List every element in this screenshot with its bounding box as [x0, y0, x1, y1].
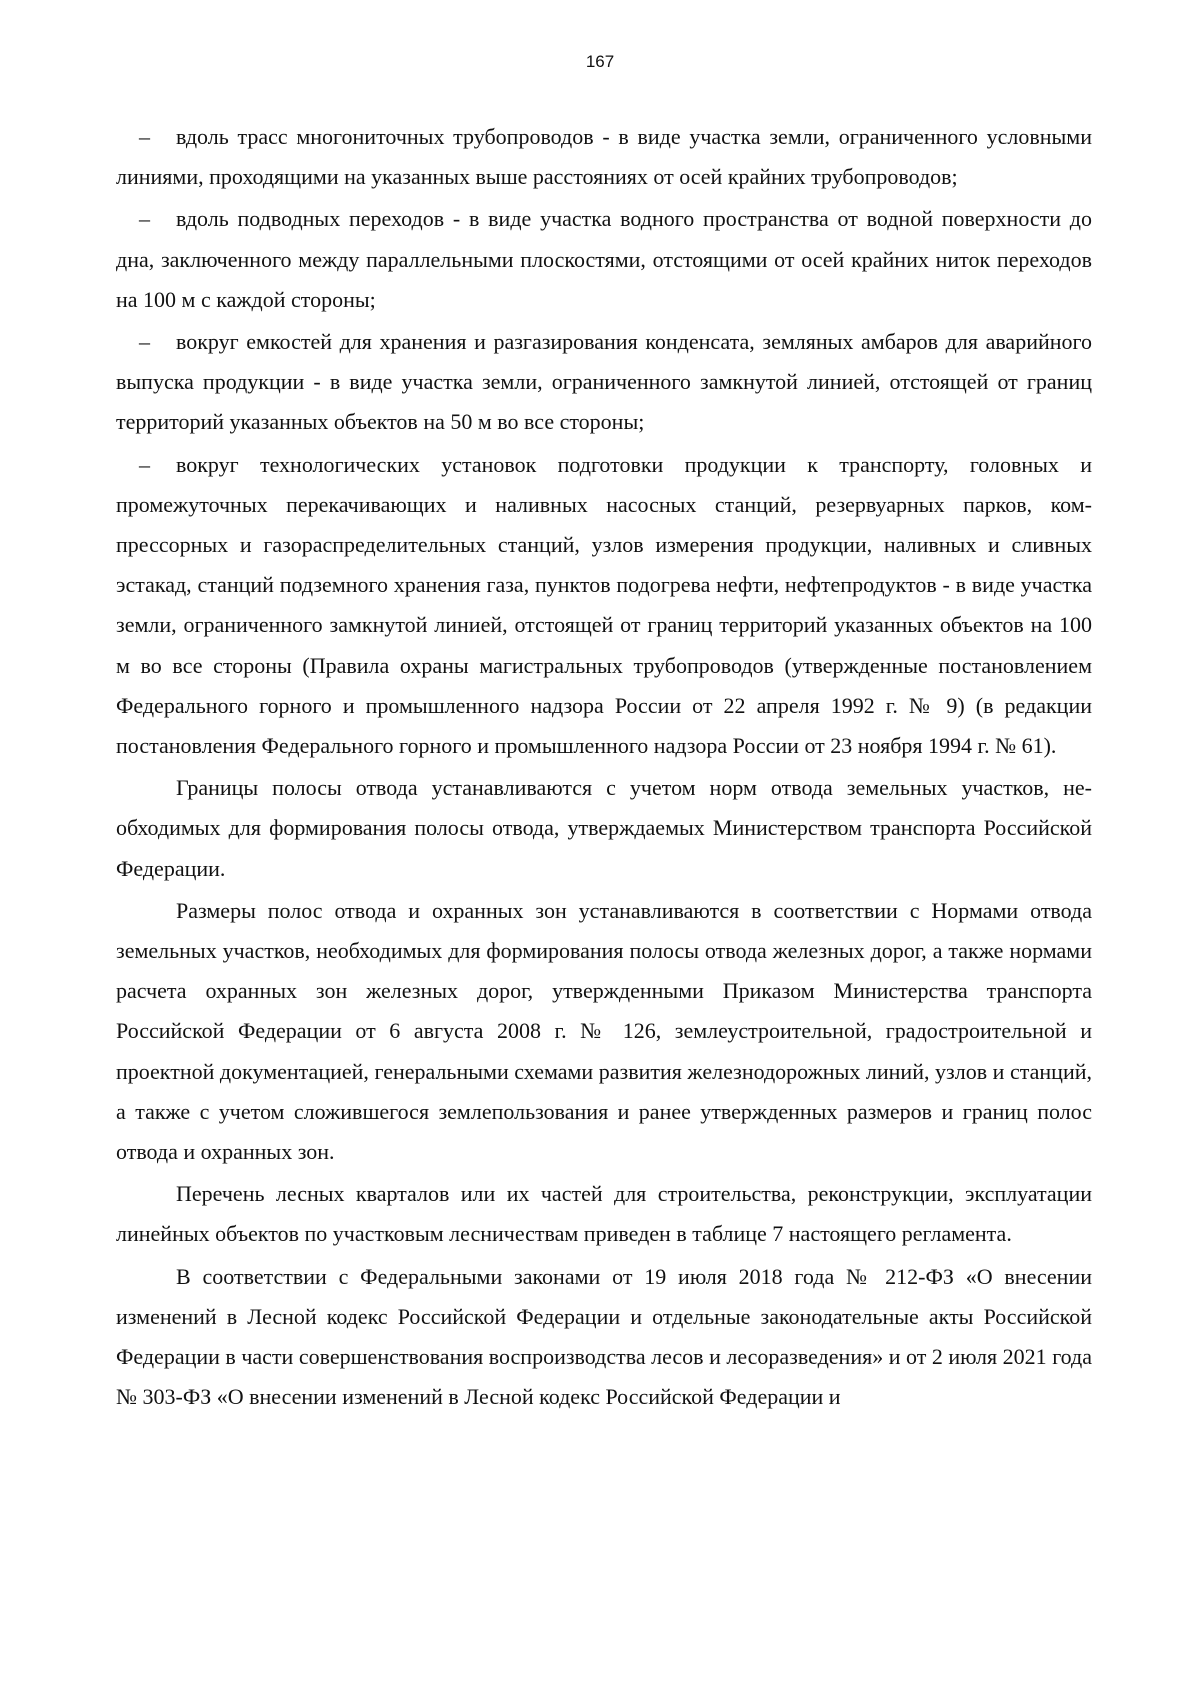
bullet-text: вокруг технологических установок подготовки продукции к транспорту, головных и промежуточных перекачивающих и наливных насосных станций, резервуарных парков, компрессорных и газораспределительных станций, узлов измерения продукции, наливных и сливных эстакад, станций подземного хранения газа, пунктов подогрева нефти, нефтепродуктов - в виде участка земли, ограниченного замкнутой линией, отстоящей от границ территорий указанных объектов на 100 м во все стороны (Правила охраны магистральных трубопроводов (утвержденные постановлением Федерального горного и промышленного надзора России от 22 апреля 1992 г. № 9) (в редакции постановления Федерального горного и промышленного надзора России от 23 ноября 1994 г. № 61).: [116, 451, 1092, 759]
bullet-item: [116, 199, 1092, 320]
bullet-item: [116, 117, 1092, 197]
page-number: 167: [585, 52, 615, 71]
bullet-text: вдоль трасс многониточных трубопроводов - в виде участка земли, ограниченного условными линиями, проходящими на указанных выше расстояниях от осей крайних трубопроводов;: [116, 124, 1092, 190]
paragraph-zone-sizes: Размеры полос отвода и охранных зон устанавливаются в соответствии с Нормами отвода земельных участков, необходимых для формирования полосы отвода железных дорог, а также нормами расчета охранных зон железных дорог, утвержденными Приказом Министерства транспорта Российской Федерации от 6 августа 2008 г. № 126, землеустроительной, градостроительной и проектной документацией, генеральными схемами развития железнодорожных линий, узлов и станций, а также с учетом сложившегося землепользования и ранее утвержденных размеров и границ полос отвода и охранных зон.: [116, 897, 1092, 1165]
bullet-text: вокруг емкостей для хранения и разгазирования конденсата, земляных амбаров для аварийного выпуска продукции - в виде участка земли, ограниченного замкнутой линией, отстоящей от границ территорий указанных объектов на 50 м во все стороны;: [116, 329, 1092, 435]
bullet-text: вдоль подводных переходов - в виде участка водного пространства от водной поверхности до дна, заключенного между параллельными плоскостями, отстоящими от осей крайних ниток переходов на 100 м с каждой стороны;: [116, 206, 1092, 312]
bullet-item: [116, 445, 1092, 767]
bullet-dash: –: [139, 124, 150, 149]
document-body: [116, 117, 1092, 1420]
paragraph-federal-laws: В соответствии с Федеральными законами от 19 июля 2018 года № 212-ФЗ «О внесении изменений в Лесной кодекс Российской Федерации и отдельные законодательные акты Российской Федерации в части совершенствования воспроизводства лесов и лесоразведения» и от 2 июля 2021 года № 303-ФЗ «О внесении изменений в Лесной кодекс Российской Федерации и: [116, 1263, 1092, 1410]
bullet-dash: –: [139, 451, 150, 477]
bullet-dash: –: [139, 206, 150, 232]
bullet-item: [116, 322, 1092, 443]
bullet-dash: –: [139, 329, 150, 355]
paragraph-right-of-way-boundaries: Границы полосы отвода устанавливаются с учетом норм отвода земельных участков, необходимых для формирования полосы отвода, утверждаемых Министерством транспорта Российской Федерации.: [116, 775, 1092, 881]
paragraph-forest-quarters-list: Перечень лесных кварталов или их частей для строительства, реконструкции, эксплуатации линейных объектов по участковым лесничествам приведен в таблице 7 настоящего регламента.: [116, 1181, 1092, 1247]
